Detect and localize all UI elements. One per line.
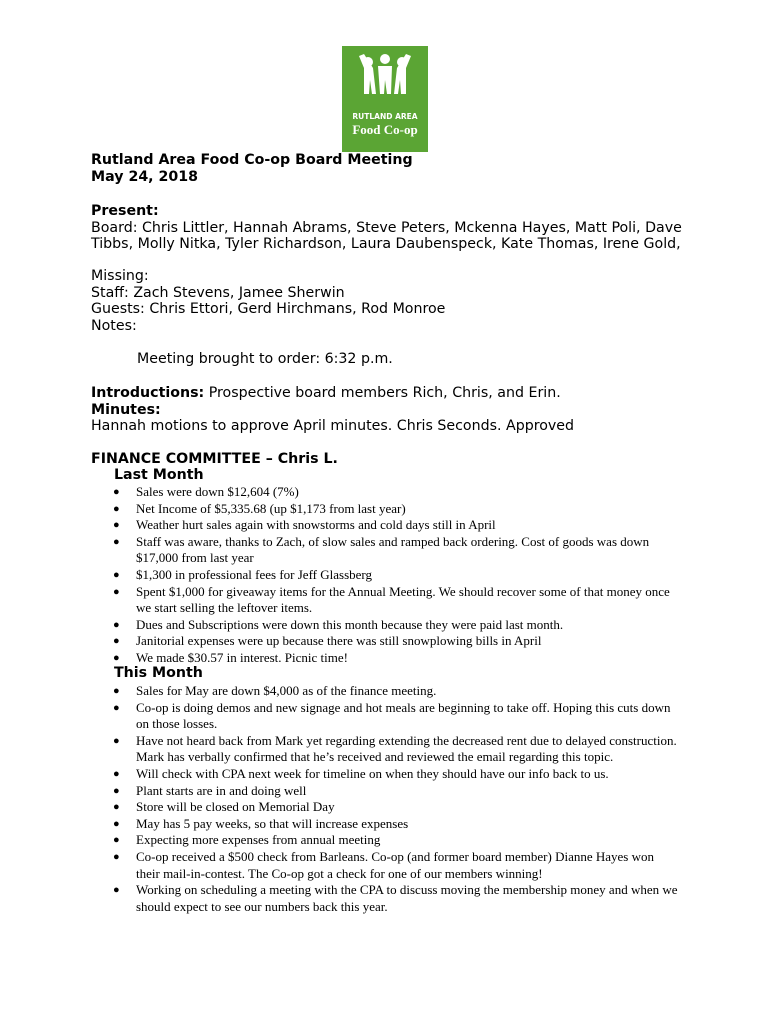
logo-line1: RUTLAND AREA [352,112,418,121]
list-item-text: Weather hurt sales again with snowstorms and cold days still in April [136,517,496,533]
meeting-date: May 24, 2018 [91,169,199,185]
list-item-text: Staff was aware, thanks to Zach, of slow sales and ramped back ordering. Cost of goods was down $17,000 from last year [136,533,650,566]
introductions-label: Introductions: [91,385,205,401]
introductions-line [91,385,574,402]
list-item-text: May has 5 pay weeks, so that will increase expenses [136,815,409,831]
missing-staff: Staff: Zach Stevens, Jamee Sherwin [91,284,345,301]
document-title: Rutland Area Food Co-op Board Meeting [91,152,413,168]
list-item-text: Net Income of $5,335.68 (up $1,173 from last year) [136,500,406,516]
notes-label: Notes: [91,317,137,334]
list-item-text: Have not heard back from Mark yet regarding extending the decreased rent due to delayed construction. Mark has verbally confirmed that he’s received and reviewed the email regarding this topic. [136,732,677,765]
finance-committee-heading: FINANCE COMMITTEE – Chris L. [91,451,338,467]
bullet-icon: ● [113,618,120,631]
introductions-minutes-section [91,385,574,435]
list-item-text: Janitorial expenses were up because there was still snowplowing bills in April [136,633,542,649]
list-item [113,733,678,766]
list-item [113,816,678,833]
list-item [113,799,678,816]
list-item [113,517,678,534]
list-item [113,832,678,849]
bullet-icon: ● [113,568,120,581]
meeting-start: Meeting brought to order: 6:32 p.m. [137,351,393,367]
bullet-icon: ● [113,701,120,714]
list-item [113,633,678,650]
list-item [113,617,678,634]
food-coop-logo [342,46,428,152]
list-item [113,766,678,783]
list-item-text: We made $30.57 in interest. Picnic time! [136,649,348,665]
minutes-label: Minutes: [91,401,161,418]
bullet-icon: ● [113,834,120,847]
list-item [113,501,678,518]
bullet-icon: ● [113,535,120,548]
list-item-text: Working on scheduling a meeting with the CPA to discuss moving the membership money and when we should expect to see our numbers back this year. [136,882,678,914]
list-item [113,882,678,915]
list-item-text: Co-op is doing demos and new signage and hot meals are beginning to take off. Hoping this cuts down on those losses. [136,699,671,732]
list-item-text: Co-op received a $500 check from Barleans. Co-op (and former board member) Dianne Hayes won their mail-in-contest. The Co-op got a check for one of our members winning! [136,848,655,881]
bullet-icon: ● [113,635,120,648]
list-item-text: Sales for May are down $4,000 as of the finance meeting. [136,683,437,698]
document-header [91,152,413,186]
list-item [113,700,678,733]
bullet-icon: ● [113,784,120,797]
present-label: Present: [91,203,159,219]
last-month-list [113,484,678,667]
bullet-icon: ● [113,884,120,897]
list-item-text: Expecting more expenses from annual meeting [136,832,381,848]
bullet-icon: ● [113,817,120,830]
list-item-text: Spent $1,000 for giveaway items for the Annual Meeting. We should recover some of that money once we start selling the leftover items. [136,583,670,616]
bullet-icon: ● [113,685,120,697]
list-item [113,534,678,567]
bullet-icon: ● [113,651,120,664]
missing-section [91,268,445,334]
list-item-text: Plant starts are in and doing well [136,782,307,798]
list-item [113,584,678,617]
missing-guests: Guests: Chris Ettori, Gerd Hirchmans, Rod Monroe [91,301,446,317]
bullet-icon: ● [113,502,120,515]
bullet-icon: ● [113,486,120,498]
this-month-list [113,683,678,915]
present-section [91,203,691,253]
list-item-text: $1,300 in professional fees for Jeff Glassberg [136,566,372,582]
bullet-icon: ● [113,734,120,747]
list-item-text: Sales were down $12,604 (7%) [136,484,299,499]
list-item [113,849,678,882]
list-item-text: Store will be closed on Memorial Day [136,799,335,815]
minutes-text: Hannah motions to approve April minutes. Chris Seconds. Approved [91,418,575,434]
list-item [113,683,678,700]
last-month-heading: Last Month [114,467,204,483]
list-item [113,783,678,800]
list-item [113,567,678,584]
this-month-heading: This Month [114,665,203,681]
missing-label: Missing: [91,268,149,284]
list-item-text: Will check with CPA next week for timeline on when they should have our info back to us. [136,765,609,781]
bullet-icon: ● [113,850,120,863]
introductions-text: Prospective board members Rich, Chris, and Erin. [204,385,561,401]
bullet-icon: ● [113,519,120,532]
bullet-icon: ● [113,801,120,814]
bullet-icon: ● [113,767,120,780]
logo-figures-icon [342,46,428,152]
list-item-text: Dues and Subscriptions were down this month because they were paid last month. [136,616,564,632]
list-item [113,484,678,501]
present-board-list: Board: Chris Littler, Hannah Abrams, Steve Peters, Mckenna Hayes, Matt Poli, Dave Tibbs, Molly Nitka, Tyler Richardson, Laura Daubenspeck, Kate Thomas, Irene Gold, [91,219,682,252]
bullet-icon: ● [113,585,120,598]
logo-line2: Food Co-op [352,122,418,137]
